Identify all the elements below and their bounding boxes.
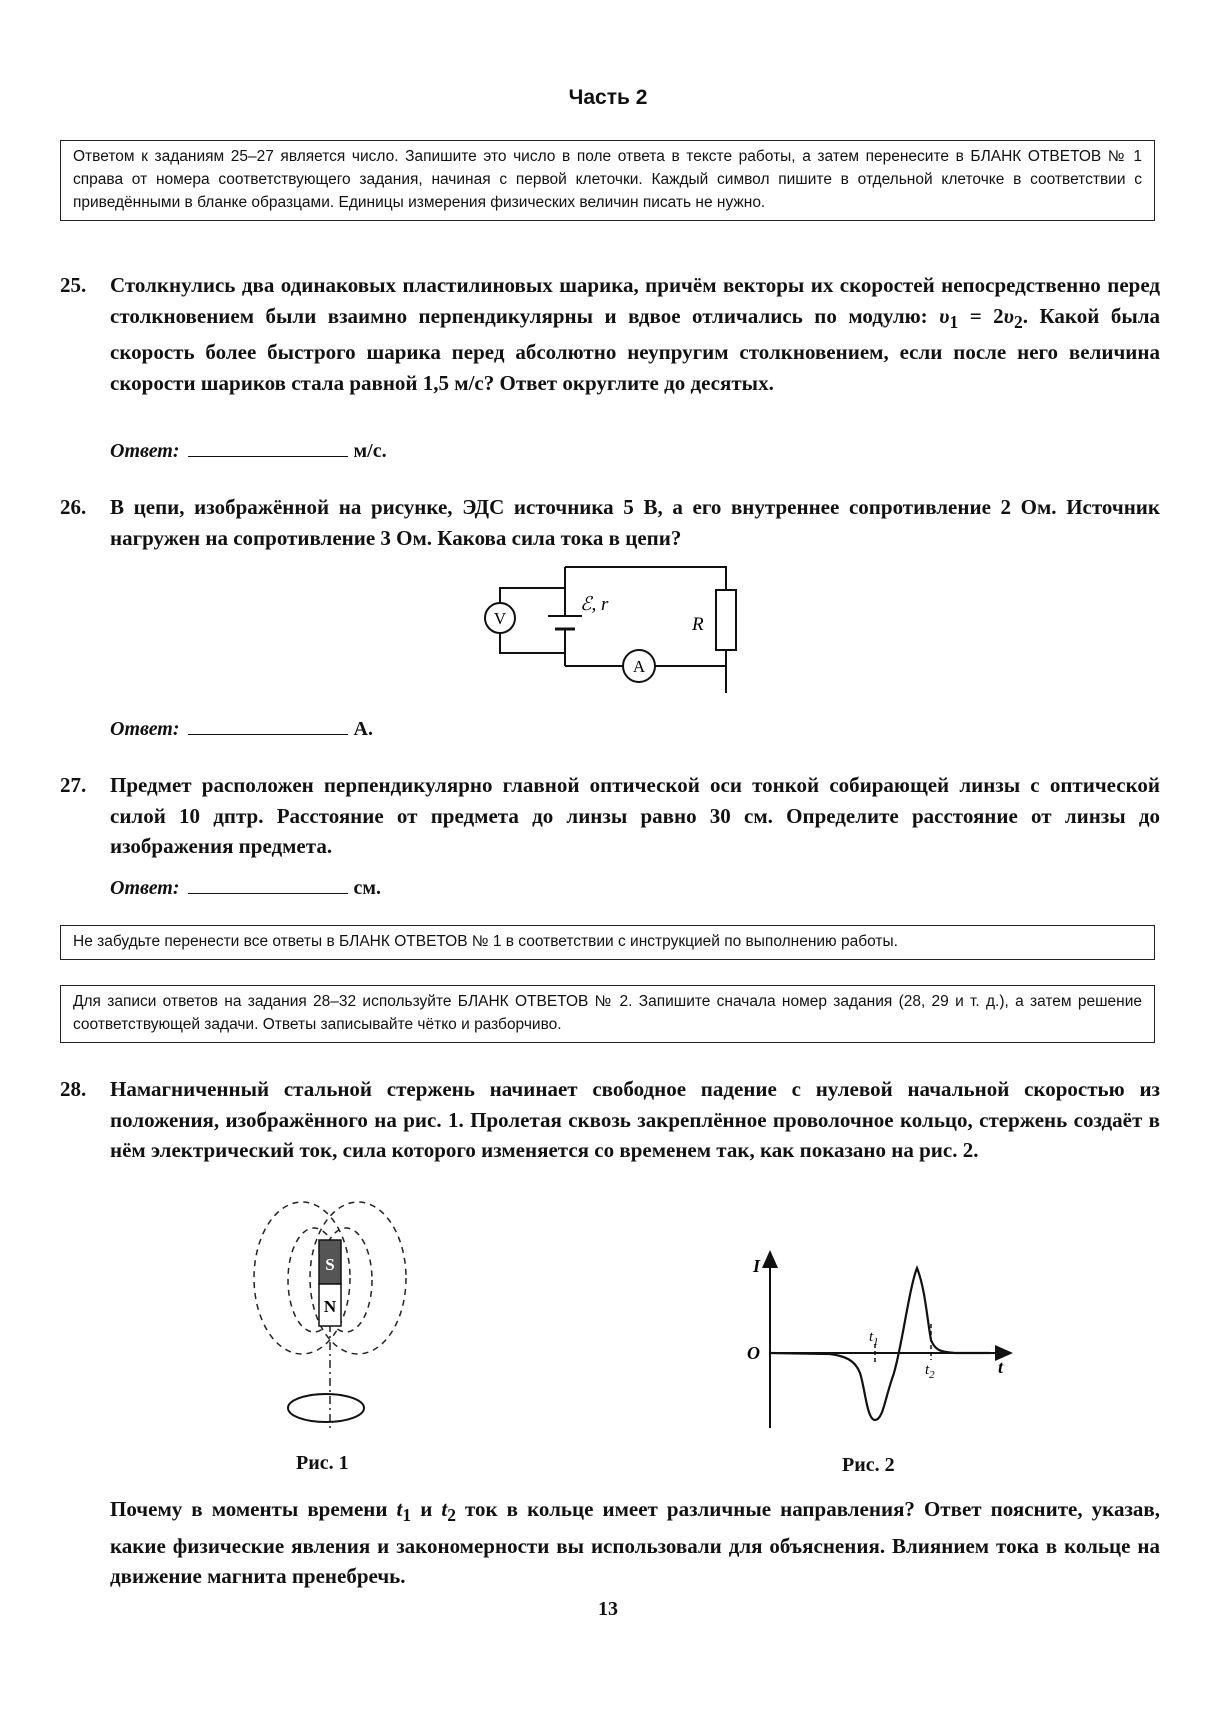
circuit-diagram bbox=[470, 558, 750, 693]
page-number: 13 bbox=[598, 1598, 618, 1620]
task-question-text bbox=[110, 1494, 1160, 1592]
answer-row-25 bbox=[110, 438, 387, 463]
task-text: Намагниченный стальной стержень начинает свободное падение с нулевой начальной скоростью из положения, изображённого на рис. 1. Пролетая сквозь закреплённое проволочное кольцо, стержень создаёт в нём электрический ток, сила которого изменяется со временем так, как показано на рис. 2. bbox=[110, 1077, 1160, 1162]
voltmeter-wire bbox=[500, 588, 565, 603]
task-number: 27. bbox=[60, 773, 87, 797]
answer-unit: м/с. bbox=[353, 440, 387, 462]
y-axis-label: I bbox=[753, 1256, 761, 1276]
task-number: 28. bbox=[60, 1077, 87, 1101]
voltmeter-label: V bbox=[493, 609, 507, 628]
answer-row-27 bbox=[110, 875, 381, 900]
instruction-box-answers bbox=[60, 140, 1155, 221]
resistor-label: R bbox=[692, 614, 704, 635]
formula-equals: = 2 bbox=[958, 303, 1004, 328]
task-26 bbox=[60, 492, 1160, 553]
figure-1-caption: Рис. 1 bbox=[296, 1452, 349, 1474]
time-symbol: t bbox=[396, 1497, 403, 1521]
task-text: Предмет расположен перпендикулярно главной оптической оси тонкой собирающей линзы с оптической силой 10 дптр. Расстояние от предмета до линзы равно 30 см. Определите расстояние от линзы до изображения предмета. bbox=[110, 773, 1160, 858]
task-27 bbox=[60, 770, 1160, 862]
formula-subscript: 1 bbox=[949, 311, 959, 332]
task-text-part: Столкнулись два одинаковых пластилиновых шарика, причём векторы их скоростей непосредственно перед столкновением были взаимно перпендикулярны и вдвое отличались по модулю: bbox=[110, 273, 1160, 328]
magnet-n-label: N bbox=[323, 1297, 337, 1316]
answer-blank[interactable] bbox=[188, 716, 348, 735]
question-part: ток в кольце имеет различные направления? Ответ поясните, указав, какие физические явления и закономерности вы использовали для объяснения. Влиянием тока в кольце на движение магнита пренебречь. bbox=[110, 1497, 1160, 1589]
answer-unit: см. bbox=[353, 877, 382, 899]
instruction-text: Не забудьте перенести все ответы в БЛАНК ОТВЕТОВ № 1 в соответствии с инструкцией по выполнению работы. bbox=[73, 933, 898, 950]
answer-unit: А. bbox=[353, 718, 373, 740]
answer-label: Ответ: bbox=[110, 718, 180, 740]
part-title: Часть 2 bbox=[568, 86, 648, 109]
task-number: 25. bbox=[60, 273, 87, 297]
time-symbol: t bbox=[441, 1497, 448, 1521]
instruction-text: Ответом к заданиям 25–27 является число. Запишите это число в поле ответа в тексте работы, а затем перенесите в БЛАНК ОТВЕТОВ № 1 справа от номера соответствующего задания, начиная с первой клеточки. Каждый символ пишите в отдельной клеточке в соответствии с приведёнными в бланке образцами. Единицы измерения физических величин писать не нужно. bbox=[73, 148, 1142, 211]
formula-symbol: υ bbox=[939, 303, 950, 328]
current-curve bbox=[770, 1268, 990, 1420]
task-text bbox=[110, 270, 1160, 398]
task-25 bbox=[60, 270, 1160, 398]
time-subscript: 2 bbox=[447, 1505, 456, 1526]
instruction-text: Для записи ответов на задания 28–32 используйте БЛАНК ОТВЕТОВ № 2. Запишите сначала номер задания (28, 29 и т. д.), а затем решение соответствующей задачи. Ответы записывайте чётко и разборчиво. bbox=[73, 993, 1142, 1033]
figure-2-current-graph bbox=[745, 1248, 1015, 1433]
instruction-box-reminder bbox=[60, 925, 1155, 960]
task-28 bbox=[60, 1074, 1160, 1166]
t2-label: $t_2$ bbox=[925, 1362, 935, 1381]
x-axis-label: t bbox=[998, 1357, 1004, 1377]
ammeter-label: A bbox=[632, 657, 646, 676]
magnet-s-label: S bbox=[325, 1255, 335, 1274]
task-28-question bbox=[60, 1494, 1160, 1592]
t1-label: $t_1$ bbox=[869, 1329, 879, 1348]
answer-row-26 bbox=[110, 716, 373, 741]
resistor bbox=[716, 590, 736, 650]
task-number: 26. bbox=[60, 495, 87, 519]
source-label: ℰ, r bbox=[580, 594, 609, 615]
figure-2-caption: Рис. 2 bbox=[842, 1454, 895, 1476]
question-part: Почему в моменты времени bbox=[110, 1497, 397, 1521]
answer-blank[interactable] bbox=[188, 875, 348, 894]
answer-blank[interactable] bbox=[188, 438, 348, 457]
figure-1-magnet bbox=[240, 1198, 420, 1438]
answer-label: Ответ: bbox=[110, 440, 180, 462]
time-subscript: 1 bbox=[402, 1505, 412, 1526]
task-text-part: . Какой была скорость более быстрого шарика перед абсолютно неупругим столкновением, если после него величина скорости шариков стала равной 1,5 м/с? Ответ округлите до десятых. bbox=[110, 303, 1160, 395]
instruction-box-form2 bbox=[60, 985, 1155, 1043]
wire-ring bbox=[288, 1394, 364, 1422]
question-part: и bbox=[411, 1497, 442, 1521]
formula-subscript: 2 bbox=[1013, 311, 1023, 332]
origin-label: O bbox=[747, 1343, 760, 1363]
answer-label: Ответ: bbox=[110, 877, 180, 899]
formula-symbol: υ bbox=[1003, 303, 1014, 328]
task-text: В цепи, изображённой на рисунке, ЭДС источника 5 В, а его внутреннее сопротивление 2 Ом. Источник нагружен на сопротивление 3 Ом. Какова сила тока в цепи? bbox=[110, 495, 1160, 550]
